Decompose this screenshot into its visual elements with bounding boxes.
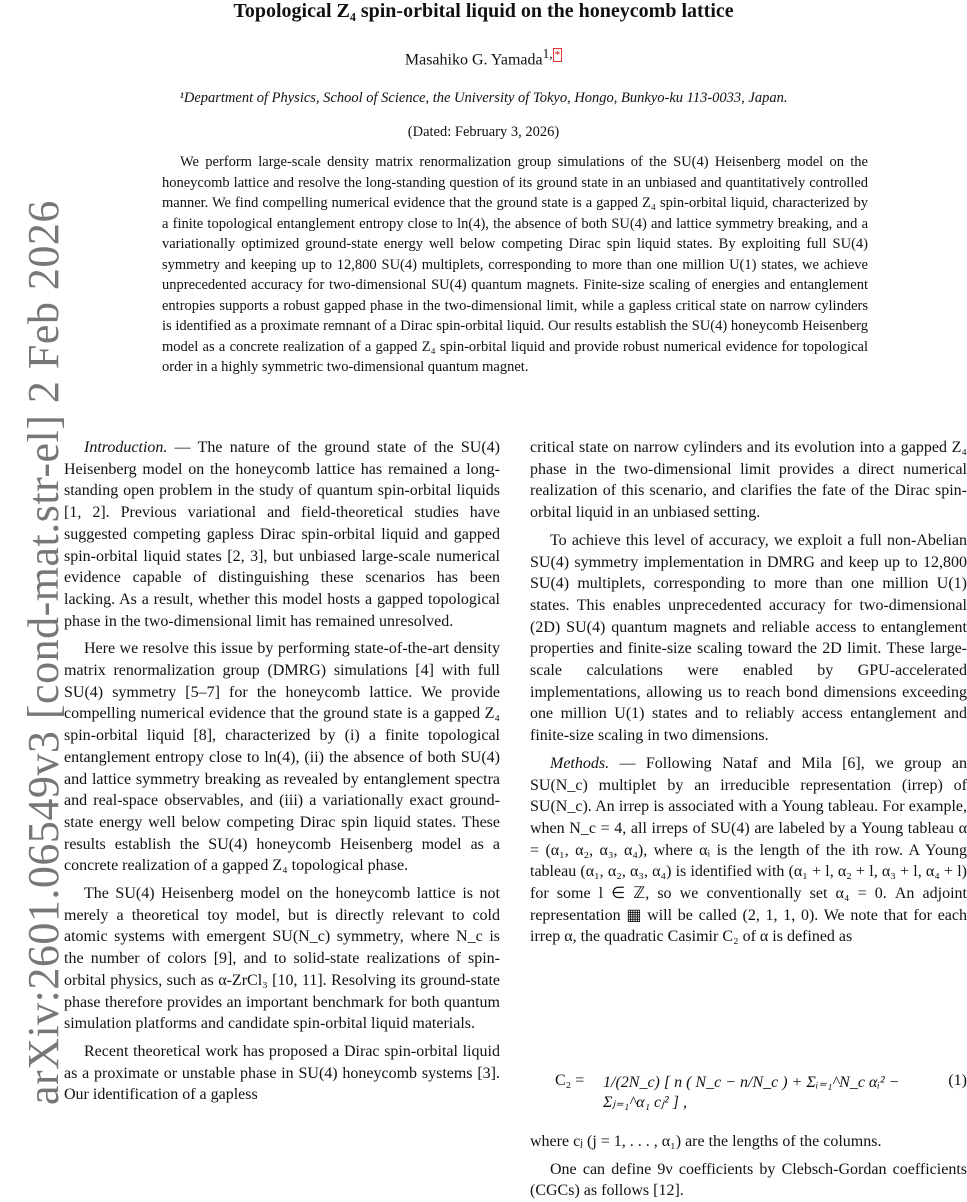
paragraph-r5: One can define 9ν coefficients by Clebsch-Gordan coefficients (CGCs) as follows [12]. [530, 1160, 967, 1200]
author-name: Masahiko G. Yamada [404, 51, 543, 69]
paragraph-4: Recent theoretical work has proposed a Dirac spin-orbital liquid as a proximate or unstable phase in SU(4) honeycomb systems [3]. Our identification of a gapless [64, 1042, 500, 1104]
author-affil-sup: 1, [542, 46, 553, 61]
paragraph-3: The SU(4) Heisenberg model on the honeycomb lattice is not merely a theoretical toy model, but is directly relevant to cold atomic systems with emergent SU(N_c) symmetry, where N_c is the number of colors [9], and to solid-state realizations of spin-orbital physics, such as α-ZrCl₃ [10, 11]. Resolving its ground-state phase therefore provides an important benchmark for both quantum simulation platforms and candidate spin-orbital liquid materials. [64, 885, 500, 1033]
methods-paragraph [530, 753, 967, 948]
right-column-tail [530, 1131, 967, 1202]
intro-text: — The nature of the ground state of the SU(4) Heisenberg model on the honeycomb lattice has remained a long-standing open problem in the study of quantum spin-orbital liquids [1, 2]. Previous variational and field-theoretical studies have suggested competing gapless Dirac spin-orbital liquid and gapped spin-orbital liquid states [2, 3], but unbiased large-scale numerical evidence capable of distinguishing these scenarios has been lacking. As a result, whether this model hosts a gapped topological phase in the two-dimensional limit has remained unresolved. [64, 439, 500, 630]
right-column [530, 437, 967, 948]
paragraph-r1: critical state on narrow cylinders and its evolution into a gapped Z₄ phase in the two-dimensional limit provides a direct numerical realization of this scenario, and clarifies the fate of the Dirac spin-orbital liquid in an unbiased setting. [530, 439, 967, 522]
date-line: (Dated: February 3, 2026) [407, 124, 560, 140]
author-line [0, 46, 967, 69]
section-head-methods: Methods. [550, 754, 610, 772]
paragraph-2: Here we resolve this issue by performing state-of-the-art density matrix renormalization group (DMRG) simulations [4] with full SU(4) symmetry [5–7] for the honeycomb lattice. We provide compelling numerical evidence that the ground state is a gapped Z₄ spin-orbital liquid [8], characterized by (i) a finite topological entanglement entropy close to ln(4), (ii) the absence of both SU(4) and lattice symmetry breaking as revealed by entanglement spectra and real-space observables, and (iii) a variationally exact ground-state energy well below competing Dirac spin liquid states. These results establish the SU(4) honeycomb Heisenberg model as a concrete realization of a gapped Z₄ topological phase. [64, 640, 500, 875]
arxiv-sidebar-stamp: arXiv:2601.06549v3 [cond-mat.str-el] 2 Feb 2026 [19, 200, 68, 1105]
methods-text: — Following Nataf and Mila [6], we group an SU(N_c) multiplet by an irreducible representation (irrep) of SU(N_c). An irrep is associated with a Young tableau. For example, when N_c = 4, all irreps of SU(4) are labeled by a Young tableau α = (α₁, α₂, α₃, α₄), where αᵢ is the length of the ith row. A Young tableau (α₁, α₂, α₃, α₄) is identified with (α₁ + l, α₂ + l, α₃ + l, α₄ + l) for some l ∈ ℤ, so we conventionally set α₄ = 0. An adjoint representation ▦ will be called (2, 1, 1, 0). We note that for each irrep α, the quadratic Casimir C₂ of α is defined as [530, 754, 967, 946]
paper-title: Topological Z₄ spin-orbital liquid on the honeycomb lattice [233, 0, 734, 22]
affiliation: ¹Department of Physics, School of Science, the University of Tokyo, Hongo, Bunkyo-ku 113-0033, Japan. [179, 90, 788, 106]
section-head-introduction: Introduction. [84, 439, 168, 456]
abstract-text: We perform large-scale density matrix renormalization group simulations of the SU(4) Heisenberg model on the honeycomb lattice and resolve the long-standing question of its ground state in an unbiased and quantitatively controlled manner. We find compelling numerical evidence that the ground state is a gapped Z₄ spin-orbital liquid, characterized by a finite topological entanglement entropy close to ln(4), the absence of both SU(4) and lattice symmetry breaking, and a variationally optimized ground-state energy well below competing Dirac spin liquid states. By exploiting full SU(4) symmetry and keeping up to 12,800 SU(4) multiplets, corresponding to more than one million U(1) states, we achieve unprecedented accuracy for two-dimensional SU(4) quantum magnets. Finite-size scaling of energies and entanglement entropies supports a robust gapped phase in the two-dimensional limit, while a gapless critical state on narrow cylinders is identified as a proximate remnant of a Dirac spin-orbital liquid. Our results establish the SU(4) honeycomb Heisenberg model as a concrete realization of a gapped Z₄ spin-orbital liquid and provide robust numerical evidence for topological order in a highly symmetric two-dimensional quantum magnet. [162, 154, 868, 375]
equation-body: 1/(2N_c) [ n ( N_c − n/N_c ) + Σᵢ₌₁^N_c αᵢ² − Σⱼ₌₁^α₁ cⱼ² ] , [603, 1074, 900, 1111]
intro-paragraph [64, 437, 500, 632]
paragraph-r2: To achieve this level of accuracy, we exploit a full non-Abelian SU(4) symmetry implementation in DMRG and keep up to 12,800 SU(4) multiplets, corresponding to more than one million U(1) states. This enables unprecedented accuracy for two-dimensional (2D) SU(4) quantum magnets and reliable access to entanglement properties and finite-size scaling toward the 2D limit. These large-scale calculations were enabled by GPU-accelerated implementations, allowing us to reach bond dimensions exceeding one million U(1) states and to reliably access entanglement and finite-size scaling in two dimensions. [530, 531, 967, 745]
equation-number: (1) [948, 1072, 967, 1089]
equation-1 [555, 1046, 967, 1126]
abstract [162, 152, 868, 378]
equation-lhs: C₂ = [555, 1072, 585, 1089]
author-footnote-link[interactable]: * [554, 49, 561, 61]
paragraph-r4: where cⱼ (j = 1, . . . , α₁) are the lengths of the columns. [530, 1133, 882, 1150]
left-column [64, 437, 500, 1106]
